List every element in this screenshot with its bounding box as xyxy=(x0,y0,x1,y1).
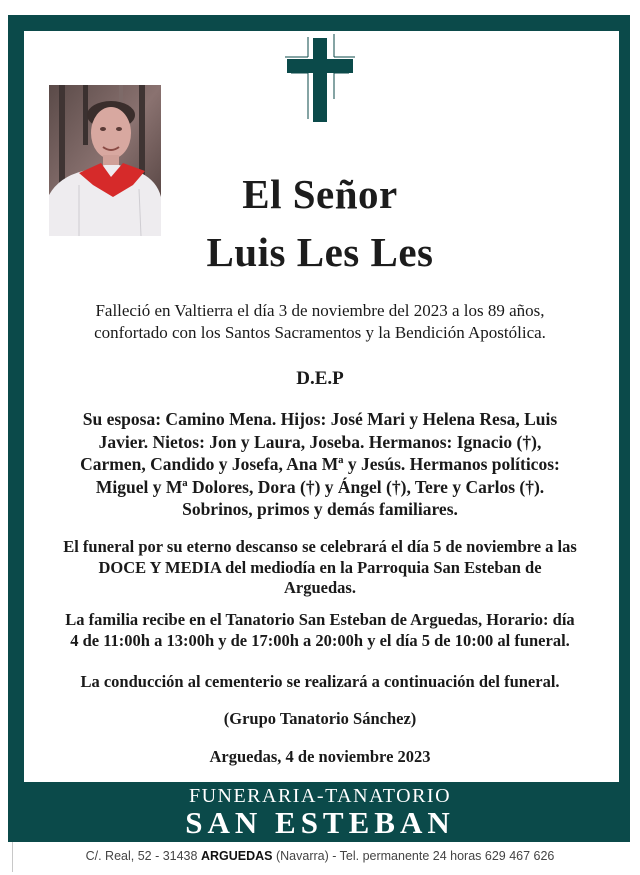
death-line-1: Falleció en Valtierra el día 3 de noviembre del 2023 a los 89 años, xyxy=(95,301,545,320)
brand-subtitle: FUNERARIA-TANATORIO xyxy=(188,785,452,807)
deceased-name: Luis Les Les xyxy=(206,229,434,275)
funeral-line: El funeral por su eterno descanso se celebrará el día 5 de noviembre a las xyxy=(63,537,577,556)
brand-name: SAN ESTEBAN xyxy=(185,805,455,840)
footer-address xyxy=(0,848,640,864)
funeral-line: Arguedas. xyxy=(284,578,356,597)
family-list xyxy=(40,408,600,521)
funeral-line: DOCE Y MEDIA del mediodía en la Parroquia San Esteban de xyxy=(98,557,542,577)
portrait-photo xyxy=(49,85,161,236)
address-suffix: (Navarra) - Tel. permanente 24 horas 629 467 626 xyxy=(272,849,555,863)
address-city: ARGUEDAS xyxy=(200,849,273,863)
death-line-2: confortado con los Santos Sacramentos y la Bendición Apostólica. xyxy=(94,323,546,342)
family-line: Sobrinos, primos y demás familiares. xyxy=(182,499,458,520)
viewing-line: 4 de 11:00h a 13:00h y de 17:00h a 20:00h y el día 5 de 10:00 al funeral. xyxy=(70,630,570,650)
death-announcement xyxy=(40,300,600,344)
burial-note: La conducción al cementerio se realizará a continuación del funeral. xyxy=(80,672,560,691)
viewing-hours xyxy=(40,610,600,651)
family-line: Carmen, Candido y Josefa, Ana Mª y Jesús. Hermanos políticos: xyxy=(80,454,560,475)
dep-label: D.E.P xyxy=(296,368,344,389)
latin-cross-icon xyxy=(283,33,358,125)
title-honorific: El Señor xyxy=(242,171,398,217)
address-prefix: C/. Real, 52 - 31438 xyxy=(85,849,201,863)
place-and-date: Arguedas, 4 de noviembre 2023 xyxy=(209,747,431,766)
viewing-line: La familia recibe en el Tanatorio San Esteban de Arguedas, Horario: día xyxy=(65,610,575,629)
family-line: Miguel y Mª Dolores, Dora (†) y Ángel (†), Tere y Carlos (†). xyxy=(95,476,545,497)
group-name: (Grupo Tanatorio Sánchez) xyxy=(223,709,417,728)
family-line: Javier. Nietos: Jon y Laura, Joseba. Hermanos: Ignacio (†), xyxy=(98,431,542,452)
family-line: Su esposa: Camino Mena. Hijos: José Mari y Helena Resa, Luis xyxy=(82,409,558,429)
funeral-details xyxy=(40,537,600,599)
